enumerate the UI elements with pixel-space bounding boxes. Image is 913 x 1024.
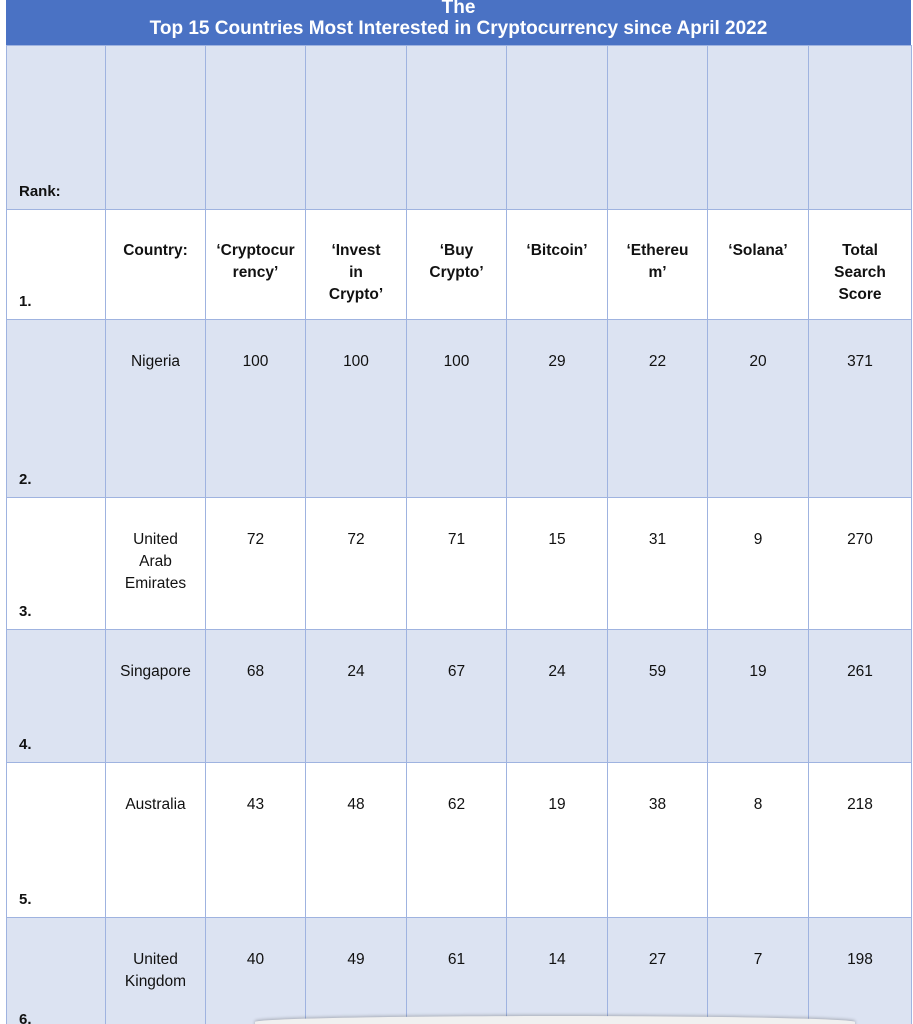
cell-buy: 100 — [407, 320, 507, 498]
rank-number: 2. — [19, 471, 32, 488]
rank-cell — [7, 498, 106, 630]
cell-cryptocurrency: 40 — [206, 918, 306, 1024]
cell-total: 218 — [809, 763, 912, 918]
cell-country: Singapore — [106, 630, 206, 763]
cell-ethereum: 22 — [608, 320, 708, 498]
table-row — [7, 918, 912, 1024]
col-header-cryptocurrency: ‘Cryptocurrency’ — [206, 210, 306, 320]
rank-number: 1. — [19, 293, 32, 310]
table-title — [6, 0, 911, 45]
col-header-total: Total Search Score — [809, 210, 912, 320]
rank-number: 6. — [19, 1011, 32, 1024]
cell-total: 261 — [809, 630, 912, 763]
crypto-interest-table — [6, 45, 912, 1024]
cell-country: Nigeria — [106, 320, 206, 498]
overlay-edge — [255, 1016, 855, 1024]
cell-buy: 62 — [407, 763, 507, 918]
cell-buy: 67 — [407, 630, 507, 763]
cell-buy: 71 — [407, 498, 507, 630]
cell-invest: 100 — [306, 320, 407, 498]
table-row — [7, 630, 912, 763]
cell-cryptocurrency: 72 — [206, 498, 306, 630]
col-header-ethereum: ‘Ethereum’ — [608, 210, 708, 320]
cell-cryptocurrency: 100 — [206, 320, 306, 498]
rank-number: 5. — [19, 891, 32, 908]
title-line-2: Top 15 Countries Most Interested in Cryptocurrency since April 2022 — [149, 18, 768, 39]
col-header-bitcoin: ‘Bitcoin’ — [507, 210, 608, 320]
cell-solana: 19 — [708, 630, 809, 763]
cell-total: 371 — [809, 320, 912, 498]
cell-buy: 61 — [407, 918, 507, 1024]
cell-bitcoin: 15 — [507, 498, 608, 630]
cell-ethereum: 59 — [608, 630, 708, 763]
table-row — [7, 498, 912, 630]
col-header-country: Country: — [106, 210, 206, 320]
rank-label: Rank: — [19, 183, 61, 200]
rank-cell — [7, 630, 106, 763]
table-row — [7, 763, 912, 918]
col-header-solana: ‘Solana’ — [708, 210, 809, 320]
cell-country: United Arab Emirates — [106, 498, 206, 630]
cell-invest: 24 — [306, 630, 407, 763]
col-header-invest: ‘Invest in Crypto’ — [306, 210, 407, 320]
cell-solana: 20 — [708, 320, 809, 498]
rank-cell — [7, 320, 106, 498]
cell-invest: 49 — [306, 918, 407, 1024]
cell-invest: 72 — [306, 498, 407, 630]
cell-bitcoin: 14 — [507, 918, 608, 1024]
title-line-1: The — [441, 0, 476, 18]
cell-solana: 9 — [708, 498, 809, 630]
col-header-buy: ‘Buy Crypto’ — [407, 210, 507, 320]
cell-cryptocurrency: 68 — [206, 630, 306, 763]
cell-ethereum: 27 — [608, 918, 708, 1024]
table-row — [7, 320, 912, 498]
table-row — [7, 46, 912, 210]
cell-bitcoin: 19 — [507, 763, 608, 918]
cell-total: 270 — [809, 498, 912, 630]
rank-number: 4. — [19, 736, 32, 753]
cell-bitcoin: 29 — [507, 320, 608, 498]
cell-country: Australia — [106, 763, 206, 918]
rank-cell — [7, 46, 106, 210]
cell-ethereum: 31 — [608, 498, 708, 630]
cell-ethereum: 38 — [608, 763, 708, 918]
header-row — [7, 210, 912, 320]
rank-cell — [7, 210, 106, 320]
cell-country: United Kingdom — [106, 918, 206, 1024]
cell-solana: 8 — [708, 763, 809, 918]
cell-bitcoin: 24 — [507, 630, 608, 763]
cell-total: 198 — [809, 918, 912, 1024]
rank-cell — [7, 763, 106, 918]
cell-cryptocurrency: 43 — [206, 763, 306, 918]
rank-number: 3. — [19, 603, 32, 620]
cell-solana: 7 — [708, 918, 809, 1024]
rank-cell — [7, 918, 106, 1024]
cell-invest: 48 — [306, 763, 407, 918]
